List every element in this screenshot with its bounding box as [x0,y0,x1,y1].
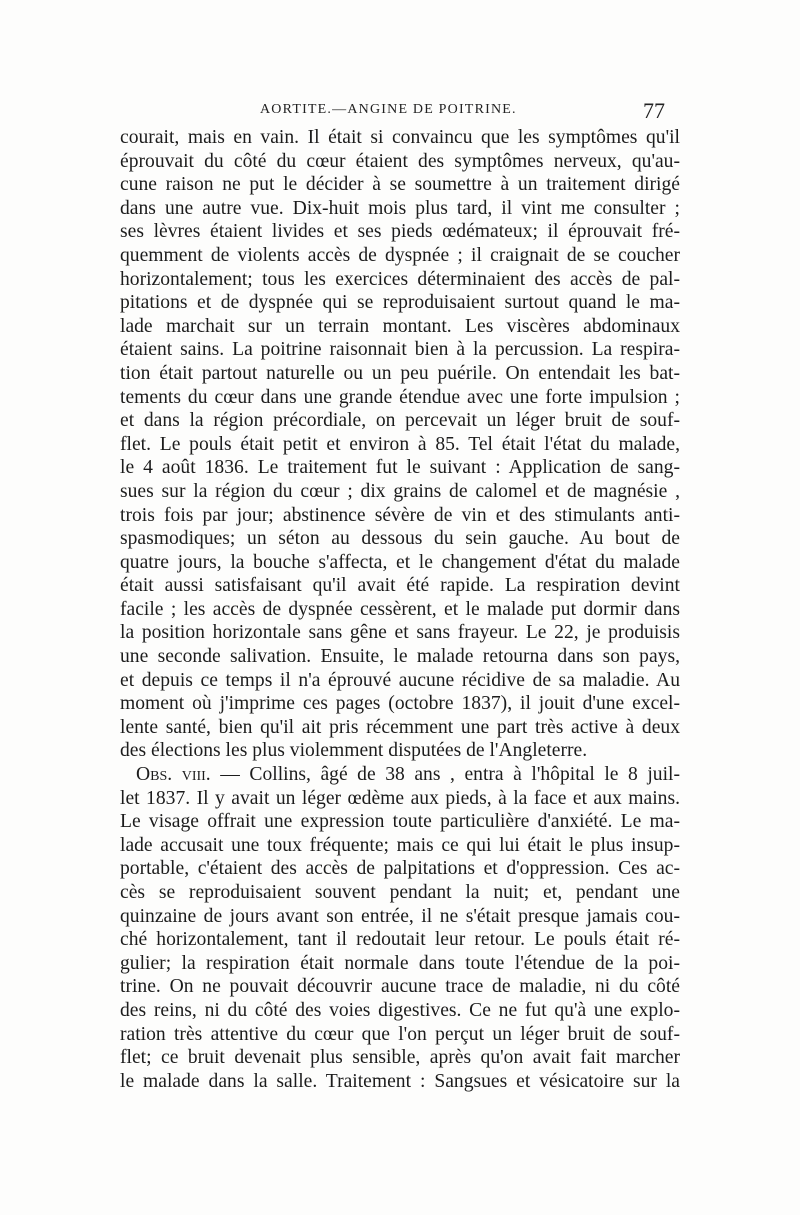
text-line: dans une autre vue. Dix-huit mois plus tard, il vint me consulter ; [120,197,680,219]
text-line: cès se reproduisaient souvent pendant la nuit; et, pendant une [120,882,680,903]
text-line: tion était partout naturelle ou un peu puérile. On entendait les bat- [120,362,680,384]
text-line: gulier; la respiration était normale dans toute l'étendue de la poi- [120,952,680,974]
text-line: éprouvait du côté du cœur étaient des symptômes nerveux, qu'au- [120,150,680,172]
text-line: courait, mais en vain. Il était si convaincu que les symptômes qu'il [120,127,680,148]
page-number: 77 [643,98,665,123]
text-line: Le visage offrait une expression toute particulière d'anxiété. Le ma- [120,811,680,833]
text-line: lade accusait une toux fréquente; mais ce qui lui était le plus insup- [120,834,680,856]
text-line: le 4 août 1836. Le traitement fut le suivant : Application de sang- [120,457,680,479]
body-text [120,126,680,1093]
text-line: tements du cœur dans une grande étendue avec une forte impulsion ; [120,386,680,408]
text-line: quemment de violents accès de dyspnée ; il craignait de se coucher [120,244,680,266]
text-line: des reins, ni du côté des voies digestives. Ce ne fut qu'à une explo- [120,999,680,1021]
paragraph-observation-viii [120,763,680,1093]
text-line: la position horizontale sans gêne et sans frayeur. Le 22, je produisis [120,622,680,644]
observation-first-line: — Collins, âgé de 38 ans , entra à l'hôpital le 8 juil- [210,764,680,786]
text-line: let 1837. Il y avait un léger œdème aux pieds, à la face et aux mains. [120,787,680,809]
text-line: portable, c'étaient des accès de palpitations et d'oppression. Ces ac- [120,858,680,880]
text-line: flet; ce bruit devenait plus sensible, après qu'on avait fait marcher [120,1047,680,1069]
text-line: des élections les plus violemment disputées de l'Angleterre. [120,740,588,762]
text-line: étaient sains. La poitrine raisonnait bien à la percussion. La respira- [120,339,680,361]
text-line: lade marchait sur un terrain montant. Les viscères abdominaux [120,315,680,337]
text-line: pitations et de dyspnée qui se reproduisaient surtout quand le ma- [120,292,680,314]
text-line: sues sur la région du cœur ; dix grains de calomel et de magnésie , [120,480,680,502]
text-line: trois fois par jour; abstinence sévère de vin et des stimulants anti- [120,504,680,526]
text-line: moment où j'imprime ces pages (octobre 1837), il jouit d'une excel- [120,693,680,715]
text-line: et depuis ce temps il n'a éprouvé aucune récidive de sa maladie. Au [120,669,680,691]
text-line: facile ; les accès de dyspnée cessèrent, et le malade put dormir dans [120,598,680,620]
text-line: cune raison ne put le décider à se soumettre à un traitement dirigé [120,174,680,196]
text-line-first [120,763,680,787]
text-line: ses lèvres étaient livides et ses pieds œdémateux; il éprouvait fré- [120,221,680,243]
paragraph-case-continuation [120,126,680,763]
text-line: quinzaine de jours avant son entrée, il ne s'était presque jamais cou- [120,905,680,927]
running-title: AORTITE.—ANGINE DE POITRINE. [260,102,517,117]
text-line: trine. On ne pouvait découvrir aucune trace de maladie, ni du côté [120,976,680,998]
text-line: lente santé, bien qu'il ait pris récemment une part très active à deux [120,716,680,738]
observation-label: Obs. viii. [136,764,211,786]
text-line: ché horizontalement, tant il redoutait leur retour. Le pouls était ré- [120,929,680,951]
page-header [120,98,665,128]
text-line: et dans la région précordiale, on percevait un léger bruit de souf- [120,410,680,432]
text-line: ration très attentive du cœur que l'on perçut un léger bruit de souf- [120,1023,680,1045]
text-line: une seconde salivation. Ensuite, le malade retourna dans son pays, [120,646,680,668]
text-line: flet. Le pouls était petit et environ à 85. Tel était l'état du malade, [120,433,680,455]
text-line: spasmodiques; un séton au dessous du sein gauche. Au bout de [120,528,680,550]
text-line: quatre jours, la bouche s'affecta, et le changement d'état du malade [120,551,680,573]
text-line: était aussi satisfaisant qu'il avait été rapide. La respiration devint [120,575,680,597]
text-line: le malade dans la salle. Traitement : Sangsues et vésicatoire sur la [120,1070,680,1092]
text-line: horizontalement; tous les exercices déterminaient des accès de pal- [120,268,680,290]
